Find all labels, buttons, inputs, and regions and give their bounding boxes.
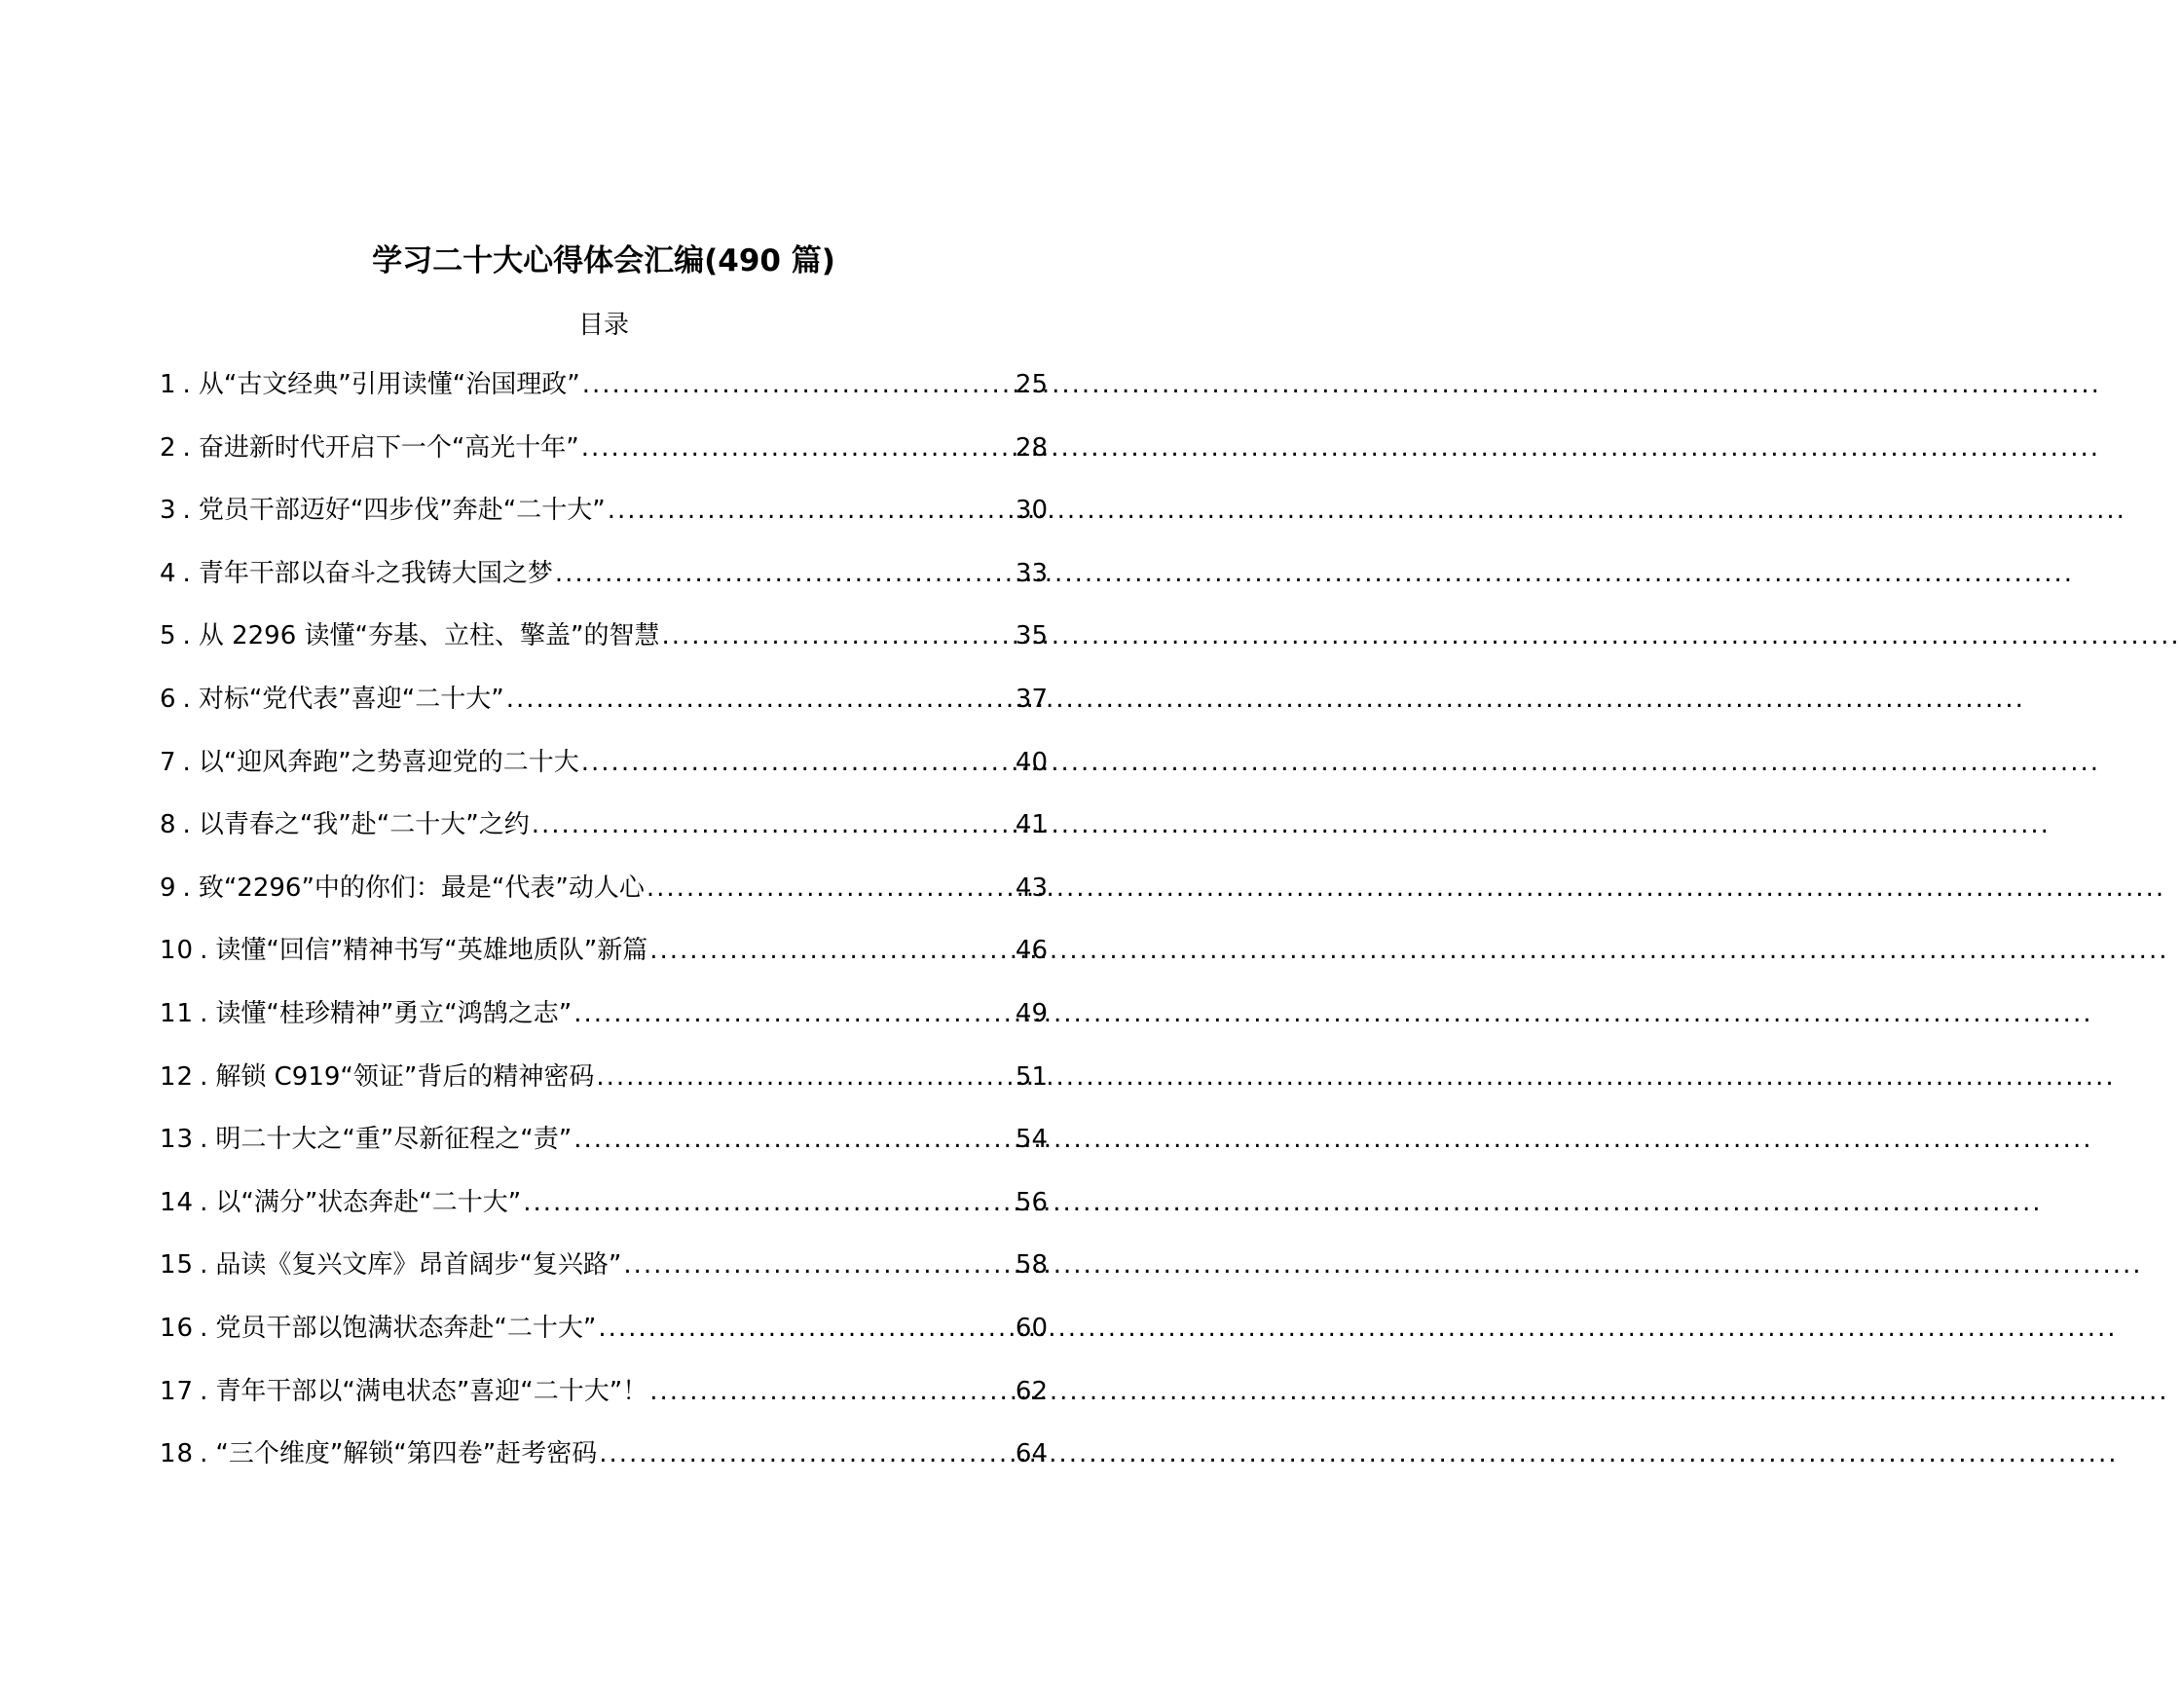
- toc-entry-separator: .: [182, 621, 191, 651]
- toc-entry-page-number: 28: [1015, 432, 1048, 463]
- toc-entry[interactable]: [160, 1183, 1048, 1246]
- toc-dot-leader: [555, 554, 1014, 593]
- toc-entry-page-number: 64: [1015, 1439, 1048, 1469]
- toc-dot-leader: [608, 491, 1014, 530]
- toc-entry-title: 致“2296”中的你们：最是“代表”动人心: [198, 873, 645, 903]
- toc-dot-leader: [506, 680, 1014, 719]
- toc-entry-page-number: 37: [1015, 684, 1048, 714]
- toc-dot-leader: [623, 1245, 1014, 1284]
- toc-entry-separator: .: [200, 1313, 208, 1343]
- toc-entry-title: 党员干部以饱满状态奔赴“二十大”: [215, 1313, 597, 1343]
- toc-entry-number: 1: [160, 370, 177, 399]
- toc-entry-title: 青年干部以“满电状态”喜迎“二十大”！: [215, 1376, 648, 1406]
- toc-entry-title: 品读《复兴文库》昂首阔步“复兴路”: [215, 1250, 622, 1281]
- toc-dot-leader: [582, 365, 1014, 404]
- toc-entry[interactable]: [160, 1120, 1048, 1183]
- toc-entry[interactable]: [160, 1309, 1048, 1372]
- toc-entry-separator: .: [200, 1187, 208, 1217]
- toc-dot-leader: [573, 1120, 1014, 1159]
- toc-dot-leader: [647, 869, 1014, 908]
- toc-entry[interactable]: [160, 491, 1048, 554]
- toc-entry-page-number: 40: [1015, 747, 1048, 777]
- toc-entry-page-number: 51: [1015, 1061, 1048, 1092]
- toc-entry[interactable]: [160, 994, 1048, 1058]
- toc-dot-leader: [596, 1058, 1014, 1096]
- toc-entry-title: 青年干部以奋斗之我铸大国之梦: [198, 558, 553, 588]
- toc-entry[interactable]: [160, 1434, 1048, 1498]
- toc-entry-page-number: 35: [1015, 621, 1048, 651]
- toc-entry-title: 党员干部迈好“四步伐”奔赴“二十大”: [198, 496, 606, 526]
- toc-entry-number: 7: [160, 747, 177, 777]
- toc-dot-leader: [661, 616, 1013, 655]
- toc-entry-page-number: 33: [1015, 558, 1048, 588]
- toc-entry-separator: .: [182, 370, 191, 399]
- toc-entry[interactable]: [160, 680, 1048, 743]
- toc-heading: 目录: [577, 311, 629, 340]
- toc-entry-page-number: 49: [1015, 998, 1048, 1028]
- toc-entry-number: 10: [160, 936, 195, 966]
- toc-entry-number: 12: [160, 1061, 195, 1092]
- toc-entry-number: 16: [160, 1313, 195, 1343]
- toc-entry-separator: .: [182, 432, 191, 463]
- toc-entry-separator: .: [182, 496, 191, 526]
- toc-entry[interactable]: [160, 1372, 1048, 1435]
- toc-entry-separator: .: [182, 810, 191, 840]
- toc-entry-separator: .: [182, 558, 191, 588]
- table-of-contents: [160, 365, 1048, 1498]
- toc-entry-title: 明二十大之“重”尽新征程之“责”: [215, 1125, 573, 1155]
- toc-entry[interactable]: [160, 428, 1048, 492]
- toc-entry[interactable]: [160, 931, 1048, 994]
- toc-dot-leader: [649, 931, 1014, 970]
- toc-entry-separator: .: [200, 1125, 208, 1155]
- toc-entry[interactable]: [160, 869, 1048, 932]
- toc-entry-title: 奋进新时代开启下一个“高光十年”: [198, 432, 579, 463]
- toc-entry-title: 以青春之“我”赴“二十大”之约: [198, 810, 530, 840]
- toc-entry[interactable]: [160, 616, 1048, 680]
- toc-entry-number: 15: [160, 1250, 195, 1281]
- toc-entry-title: “三个维度”解锁“第四卷”赶考密码: [215, 1439, 598, 1469]
- toc-entry-number: 9: [160, 873, 177, 903]
- toc-entry-page-number: 25: [1015, 370, 1048, 399]
- toc-entry-number: 5: [160, 621, 177, 651]
- toc-entry-title: 读懂“回信”精神书写“英雄地质队”新篇: [215, 936, 648, 966]
- toc-entry-separator: .: [200, 1376, 208, 1406]
- toc-entry-number: 14: [160, 1187, 195, 1217]
- toc-entry-page-number: 60: [1015, 1313, 1048, 1343]
- toc-entry[interactable]: [160, 1058, 1048, 1121]
- toc-entry-separator: .: [200, 1439, 208, 1469]
- toc-entry-title: 读懂“桂珍精神”勇立“鸿鹄之志”: [215, 998, 573, 1028]
- toc-dot-leader: [523, 1183, 1014, 1222]
- toc-entry-page-number: 58: [1015, 1250, 1048, 1281]
- toc-entry-separator: .: [182, 684, 191, 714]
- toc-entry-page-number: 46: [1015, 936, 1048, 966]
- toc-entry-title: 以“满分”状态奔赴“二十大”: [215, 1187, 522, 1217]
- toc-entry[interactable]: [160, 554, 1048, 617]
- toc-entry-page-number: 41: [1015, 810, 1048, 840]
- toc-entry-title: 解锁 C919“领证”背后的精神密码: [215, 1061, 595, 1092]
- toc-entry-page-number: 30: [1015, 496, 1048, 526]
- toc-entry-number: 2: [160, 432, 177, 463]
- toc-entry-separator: .: [200, 1061, 208, 1092]
- toc-entry[interactable]: [160, 743, 1048, 806]
- toc-entry-number: 3: [160, 496, 177, 526]
- toc-entry-title: 从“古文经典”引用读懂“治国理政”: [198, 370, 580, 399]
- toc-entry[interactable]: [160, 365, 1048, 428]
- toc-entry-title: 以“迎风奔跑”之势喜迎党的二十大: [198, 747, 579, 777]
- toc-entry-number: 6: [160, 684, 177, 714]
- toc-entry-separator: .: [182, 747, 191, 777]
- document-title: 学习二十大心得体会汇编(490 篇): [372, 243, 835, 278]
- toc-entry-page-number: 56: [1015, 1187, 1048, 1217]
- toc-dot-leader: [573, 994, 1014, 1033]
- toc-entry-number: 13: [160, 1125, 195, 1155]
- toc-entry-number: 8: [160, 810, 177, 840]
- toc-dot-leader: [581, 428, 1014, 467]
- toc-entry-page-number: 54: [1015, 1125, 1048, 1155]
- toc-entry-title: 从 2296 读懂“夯基、立柱、擎盖”的智慧: [198, 621, 660, 651]
- toc-dot-leader: [599, 1434, 1014, 1473]
- toc-entry-title: 对标“党代表”喜迎“二十大”: [198, 684, 504, 714]
- toc-entry-separator: .: [182, 873, 191, 903]
- toc-entry-separator: .: [200, 936, 208, 966]
- toc-entry-number: 11: [160, 998, 195, 1028]
- toc-entry-separator: .: [200, 998, 208, 1028]
- toc-dot-leader: [598, 1309, 1014, 1348]
- toc-entry-page-number: 43: [1015, 873, 1048, 903]
- toc-dot-leader: [532, 805, 1014, 844]
- toc-entry-page-number: 62: [1015, 1376, 1048, 1406]
- toc-dot-leader: [581, 743, 1014, 782]
- toc-entry-number: 17: [160, 1376, 195, 1406]
- toc-entry-separator: .: [200, 1250, 208, 1281]
- toc-entry-number: 18: [160, 1439, 195, 1469]
- toc-entry-number: 4: [160, 558, 177, 588]
- toc-entry[interactable]: [160, 1245, 1048, 1309]
- toc-entry[interactable]: [160, 805, 1048, 869]
- toc-dot-leader: [649, 1372, 1014, 1411]
